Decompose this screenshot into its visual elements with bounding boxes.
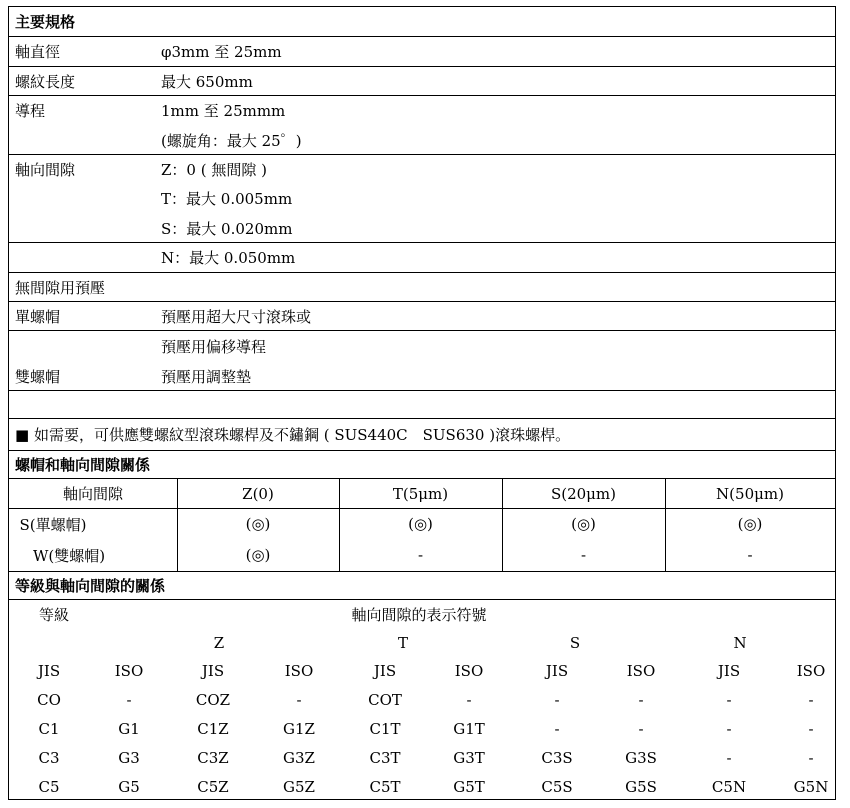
spec-blank-row bbox=[9, 391, 835, 419]
nut-table-divider bbox=[177, 479, 178, 572]
standard-subheader: ISO bbox=[454, 662, 484, 680]
grade-cell: - bbox=[466, 691, 472, 709]
grade-cell: COT bbox=[368, 691, 402, 709]
nut-cell: (◎) bbox=[245, 515, 271, 533]
nut-header-cell: Z(0) bbox=[242, 484, 274, 503]
spec-row-thread-length bbox=[9, 67, 835, 96]
grade-cell: C5Z bbox=[197, 778, 229, 796]
spec-value-s: S：最大 0.020mm bbox=[161, 219, 293, 238]
grade-cell: - bbox=[726, 749, 732, 767]
nut-cell: - bbox=[417, 546, 424, 564]
spec-row-preload bbox=[9, 273, 835, 302]
grade-cell: - bbox=[726, 720, 732, 738]
grade-cell: C3 bbox=[38, 749, 60, 767]
group-header: T bbox=[397, 634, 408, 652]
spec-value: 最大 650mm bbox=[161, 72, 253, 91]
spec-label: 無間隙用預壓 bbox=[15, 278, 106, 297]
standard-subheader: JIS bbox=[717, 662, 741, 680]
grade-cell: G3T bbox=[453, 749, 485, 767]
nut-table-row-double bbox=[9, 539, 835, 572]
nut-cell: (◎) bbox=[408, 515, 433, 533]
grade-cell: - bbox=[808, 720, 814, 738]
grade-cell: G5S bbox=[625, 778, 657, 796]
standard-subheader: JIS bbox=[37, 662, 61, 680]
group-header: S bbox=[569, 634, 581, 652]
grade-cell: C5N bbox=[711, 778, 747, 796]
nut-cell: - bbox=[580, 546, 587, 564]
nut-cell: (◎) bbox=[245, 546, 271, 564]
spec-value-offset: 預壓用偏移導程 bbox=[161, 337, 267, 356]
spec-value: φ3mm 至 25mm bbox=[161, 43, 282, 61]
grade-cell: COZ bbox=[195, 691, 231, 709]
standard-subheader: ISO bbox=[796, 662, 826, 680]
grade-cell: C5 bbox=[38, 778, 60, 796]
grade-label: 等級 bbox=[38, 606, 69, 624]
grade-table-title: 等級與軸向間隙的關係 bbox=[15, 577, 166, 595]
grade-cell: C1 bbox=[38, 720, 60, 738]
nut-row-label: S(單螺帽) bbox=[19, 515, 87, 534]
grade-cell: G5Z bbox=[283, 778, 315, 796]
grade-cell: - bbox=[726, 691, 732, 709]
group-header: N bbox=[733, 634, 747, 652]
nut-header-cell: 軸向間隙 bbox=[62, 485, 123, 503]
nut-row-label: W(雙螺帽) bbox=[32, 546, 106, 565]
spec-note: ■ 如需要，可供應雙螺紋型滾珠螺桿及不鏽鋼 ( SUS440C SUS630 )滾珠螺桿。 bbox=[15, 426, 571, 444]
grade-table-title-row bbox=[9, 572, 835, 600]
grade-cell: C1Z bbox=[197, 720, 229, 738]
grade-cell: G5N bbox=[793, 778, 829, 796]
standard-subheader: JIS bbox=[201, 662, 225, 680]
grade-cell: - bbox=[638, 691, 644, 709]
spec-label: 螺紋長度 bbox=[15, 72, 76, 91]
grade-cell: G3 bbox=[118, 749, 140, 767]
grade-cell: - bbox=[808, 749, 814, 767]
grade-cell: C3S bbox=[541, 749, 573, 767]
grade-cell: G1T bbox=[453, 720, 485, 738]
nut-cell: - bbox=[747, 546, 753, 564]
spec-label: 單螺帽 bbox=[15, 307, 61, 326]
grade-cell: G5T bbox=[453, 778, 485, 796]
spec-value: 1mm 至 25mmm bbox=[161, 102, 286, 120]
grade-cell: C1T bbox=[369, 720, 401, 738]
group-header: Z bbox=[213, 634, 225, 652]
axial-symbol-label: 軸向間隙的表示符號 bbox=[351, 606, 487, 624]
spec-value-shim: 預壓用調整墊 bbox=[161, 367, 252, 386]
nut-table-header-row bbox=[9, 479, 835, 509]
nut-table-row-single bbox=[9, 509, 835, 539]
grade-cell: - bbox=[296, 691, 302, 709]
spec-label: 導程 bbox=[15, 102, 46, 120]
grade-cell: G1 bbox=[118, 720, 140, 738]
spec-sheet bbox=[8, 6, 836, 800]
standard-subheader: JIS bbox=[545, 662, 569, 680]
spec-value-z: Z：0 ( 無間隙 ) bbox=[161, 161, 267, 179]
nut-cell: (◎) bbox=[737, 515, 763, 533]
spec-label: 軸向間隙 bbox=[15, 161, 76, 179]
spec-row-lead bbox=[9, 96, 835, 155]
spec-value-n: N：最大 0.050mm bbox=[161, 249, 296, 267]
grade-cell: G3Z bbox=[283, 749, 315, 767]
grade-cell: G3S bbox=[625, 749, 657, 767]
grade-cell: - bbox=[638, 720, 644, 738]
nut-header-cell: S(20μm) bbox=[550, 484, 617, 503]
nut-table-divider bbox=[665, 479, 666, 572]
grade-cell: C3Z bbox=[197, 749, 229, 767]
grade-cell: G1Z bbox=[283, 720, 315, 738]
spec-value-helix: (螺旋角：最大 25゜) bbox=[161, 131, 302, 150]
standard-subheader: ISO bbox=[114, 662, 144, 680]
spec-value-t: T：最大 0.005mm bbox=[161, 190, 293, 208]
spec-row-axial-play-n bbox=[9, 243, 835, 273]
grade-cell: G5 bbox=[118, 778, 140, 796]
standard-subheader: ISO bbox=[284, 662, 314, 680]
nut-header-cell: N(50μm) bbox=[716, 484, 784, 503]
spec-row-double-nut bbox=[9, 331, 835, 391]
standard-subheader: JIS bbox=[373, 662, 397, 680]
spec-row-axial-play bbox=[9, 155, 835, 243]
grade-cell: C5S bbox=[541, 778, 573, 796]
spec-row-single-nut bbox=[9, 302, 835, 331]
spec-row-diameter bbox=[9, 37, 835, 67]
standard-subheader: ISO bbox=[626, 662, 656, 680]
spec-label: 雙螺帽 bbox=[15, 367, 61, 386]
nut-table-divider bbox=[502, 479, 503, 572]
grade-cell: - bbox=[554, 720, 560, 738]
grade-cell: C3T bbox=[369, 749, 401, 767]
spec-title: 主要規格 bbox=[15, 13, 76, 31]
nut-table-divider bbox=[339, 479, 340, 572]
spec-note-row bbox=[9, 419, 835, 451]
nut-table-title: 螺帽和軸向間隙關係 bbox=[15, 456, 151, 474]
nut-table-title-row bbox=[9, 451, 835, 479]
nut-header-cell: T(5μm) bbox=[392, 484, 449, 503]
grade-cell: C5T bbox=[369, 778, 401, 796]
nut-cell: (◎) bbox=[571, 515, 596, 533]
spec-value: 預壓用超大尺寸滾珠或 bbox=[161, 307, 312, 326]
grade-cell: CO bbox=[37, 691, 61, 709]
grade-cell: - bbox=[126, 691, 132, 709]
grade-cell: - bbox=[808, 691, 814, 709]
spec-title-row bbox=[9, 7, 835, 37]
spec-label: 軸直徑 bbox=[15, 43, 61, 61]
grade-cell: - bbox=[554, 691, 560, 709]
